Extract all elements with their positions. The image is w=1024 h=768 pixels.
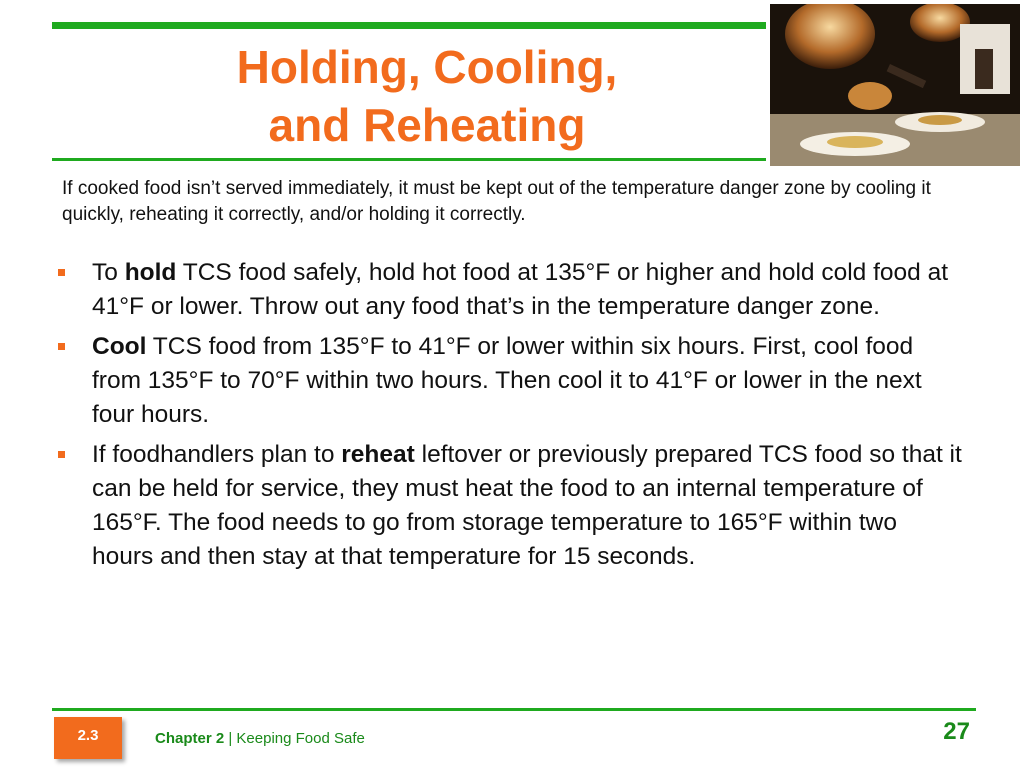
- bullet-reheat: [52, 438, 962, 574]
- title-underline: [52, 158, 766, 161]
- bullet-square-icon: [58, 269, 65, 276]
- bullet-cool: [52, 330, 962, 432]
- section-badge: 2.3: [54, 717, 122, 759]
- page-title: [52, 38, 802, 154]
- top-rule: [52, 22, 766, 29]
- bullet-list: [52, 256, 962, 580]
- footer-separator: |: [224, 730, 237, 747]
- bullet-text-pre: If foodhandlers plan to: [92, 441, 342, 468]
- bullet-text-post: leftover or previously prepared TCS food so that it can be held for service, they must heat the food to an internal temperature of 165°F. The food needs to go from storage temperature to 165°F within two hours and then stay at that temperature for 15 seconds.: [92, 441, 962, 570]
- bullet-square-icon: [58, 343, 65, 350]
- bullet-square-icon: [58, 451, 65, 458]
- bullet-keyword: hold: [124, 259, 177, 286]
- title-line-2: and Reheating: [268, 99, 586, 151]
- bullet-keyword: Cool: [92, 333, 147, 360]
- bullet-text-pre: To: [92, 259, 125, 286]
- bullet-text-post: TCS food from 135°F to 41°F or lower within six hours. First, cool food from 135°F to 70°F within two hours. Then cool it to 41°F or lower in the next four hours.: [92, 333, 922, 428]
- chapter-label: Chapter 2: [155, 730, 225, 747]
- footer-chapter: [155, 730, 365, 747]
- kitchen-photo: [770, 4, 1020, 166]
- chapter-title: Keeping Food Safe: [236, 730, 365, 747]
- intro-text: If cooked food isn’t served immediately, it must be kept out of the temperature danger zone by cooling it quickly, reheating it correctly, and/or holding it correctly.: [62, 178, 931, 225]
- bullet-hold: [52, 256, 962, 324]
- page-number: 27: [943, 718, 970, 745]
- bullet-keyword: reheat: [341, 441, 415, 468]
- bullet-text-post: TCS food safely, hold hot food at 135°F or higher and hold cold food at 41°F or lower. Throw out any food that’s in the temperature danger zone.: [92, 259, 949, 320]
- kitchen-photo-illustration: [770, 4, 1020, 166]
- footer-rule: [52, 708, 976, 711]
- title-line-1: Holding, Cooling,: [236, 41, 618, 93]
